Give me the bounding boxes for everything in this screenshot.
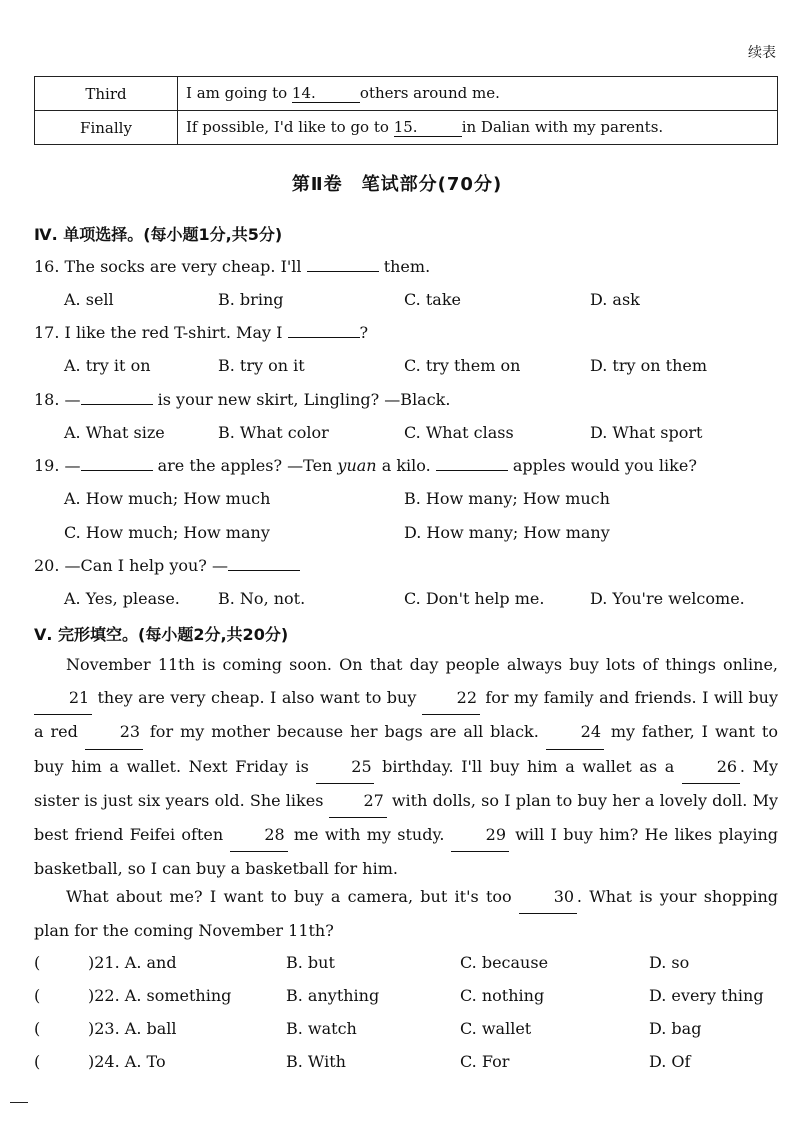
option[interactable]: A. How much; How much [64,489,271,508]
option[interactable]: B. No, not. [218,589,306,608]
answer-paren-close: ) [88,1019,95,1038]
option[interactable]: C. What class [404,423,514,442]
question-17: 17. I like the red T-shirt. May I ? [34,323,369,342]
option[interactable]: D. ask [590,290,640,309]
question-20: 20. —Can I help you? — [34,556,300,575]
option[interactable]: B. How many; How much [404,489,610,508]
option[interactable]: C. try them on [404,356,521,375]
option[interactable]: A. try it on [64,356,151,375]
answer-blank[interactable] [307,271,379,272]
question-number: 23 [94,1019,115,1038]
cloze-blank[interactable]: 30 [519,880,577,914]
option[interactable]: D. What sport [590,423,703,442]
option[interactable]: D. Of [649,1052,691,1071]
row-content: I am going to 14. others around me. [178,77,778,111]
answer-blank[interactable]: 14. [292,84,360,103]
question-number: 21 [94,953,115,972]
option[interactable]: B. anything [286,986,380,1005]
question-18: 18. — is your new skirt, Lingling? —Black. [34,390,451,409]
option[interactable]: C. For [460,1052,510,1071]
answer-blank[interactable] [288,337,360,338]
answer-paren-close: ) [88,986,95,1005]
answer-paren-close: ) [88,1052,95,1071]
question-number: 22 [94,986,115,1005]
option[interactable]: B. watch [286,1019,357,1038]
answer-paren-close: ) [88,953,95,972]
continued-label: 续表 [748,45,776,61]
row-label: Third [35,77,178,111]
option[interactable]: B. bring [218,290,284,309]
cloze-blank[interactable]: 22 [422,681,480,715]
option[interactable]: B. What color [218,423,329,442]
answer-blank[interactable] [81,470,153,471]
row-label: Finally [35,111,178,145]
question-19: 19. — are the apples? —Ten yuan a kilo. apples would you like? [34,456,697,475]
option[interactable]: D. try on them [590,356,708,375]
option[interactable]: C. nothing [460,986,545,1005]
answer-paren-open[interactable]: ( [34,1052,41,1071]
cloze-blank[interactable]: 26 [682,750,740,784]
answer-blank[interactable] [436,470,508,471]
answer-blank[interactable] [81,404,153,405]
cloze-blank[interactable]: 24 [546,715,604,749]
option[interactable]: A. Yes, please. [64,589,180,608]
option[interactable]: A. What size [64,423,165,442]
option[interactable]: C. take [404,290,461,309]
option[interactable]: A. something [124,986,232,1005]
option[interactable]: C. Don't help me. [404,589,545,608]
passage-paragraph: What about me? I want to buy a camera, but it's too 30 . What is your shopping plan for the coming November 11th? [34,880,778,947]
question-16: 16. The socks are very cheap. I'll them. [34,257,431,276]
option[interactable]: A. To [124,1052,166,1071]
cloze-blank[interactable]: 25 [316,750,374,784]
section-heading: Ⅳ. 单项选择。(每小题1分,共5分) [34,225,283,244]
option[interactable]: D. bag [649,1019,702,1038]
answer-paren-open[interactable]: ( [34,1019,41,1038]
option[interactable]: B. With [286,1052,346,1071]
option[interactable]: A. sell [64,290,114,309]
answer-paren-open[interactable]: ( [34,953,41,972]
option[interactable]: A. and [124,953,177,972]
question-number: 24 [94,1052,115,1071]
option[interactable]: B. but [286,953,335,972]
passage-paragraph: November 11th is coming soon. On that day people always buy lots of things online, 21 they are very cheap. I also want to buy 22 for my family and friends. I will buy a red 23 for my mother because her bags are all black. 24 my father, I want to buy him a wallet. Next Friday is 25 birthday. I'll buy him a wallet as a 26 . My sister is just six years old. She likes 27 with dolls, so I plan to buy her a lovely doll. My best friend Feifei often 28 me with my study. 29 will I buy him? He likes playing basketball, so I can buy a basketball for him. [34,655,779,879]
option[interactable]: A. ball [124,1019,177,1038]
option[interactable]: C. wallet [460,1019,532,1038]
cloze-blank[interactable]: 27 [329,784,387,818]
option[interactable]: D. so [649,953,690,972]
option[interactable]: D. How many; How many [404,523,610,542]
option[interactable]: B. try on it [218,356,305,375]
cloze-blank[interactable]: 21 [34,681,92,715]
cloze-blank[interactable]: 28 [230,818,288,852]
section-heading: Ⅴ. 完形填空。(每小题2分,共20分) [34,625,289,644]
table-row [35,111,778,145]
option[interactable]: D. You're welcome. [590,589,745,608]
row-content: If possible, I'd like to go to 15. in Dalian with my parents. [178,111,778,145]
cloze-blank[interactable]: 29 [451,818,509,852]
option[interactable]: C. because [460,953,549,972]
answer-blank[interactable] [228,570,300,571]
table-row [35,77,778,111]
page-edge-mark [10,1102,28,1103]
cloze-blank[interactable]: 23 [85,715,143,749]
option[interactable]: C. How much; How many [64,523,270,542]
option[interactable]: D. every thing [649,986,764,1005]
answer-blank[interactable]: 15. [394,118,462,137]
answer-paren-open[interactable]: ( [34,986,41,1005]
part-title: 第Ⅱ卷 笔试部分(70分) [291,174,503,195]
plan-table [34,76,778,145]
